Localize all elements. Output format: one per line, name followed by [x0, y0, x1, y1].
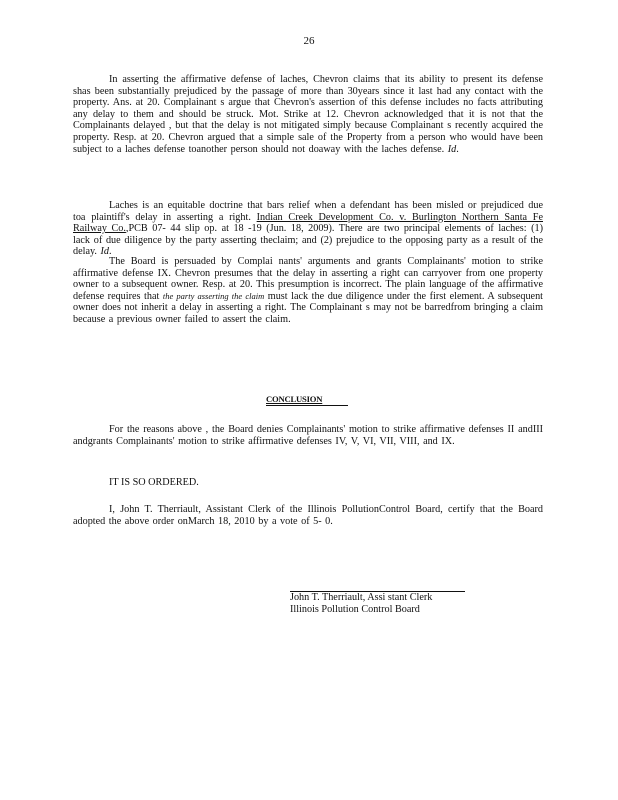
signature-organization: Illinois Pollution Control Board: [290, 604, 420, 615]
heading-underline: [266, 405, 348, 406]
paragraph-conclusion: For the reasons above , the Board denies Complainants' motion to strike affirmative defenses II andIII andgrants Complainants' motion to strike affirmative defenses IV, V, VI, VII, VIII, and IX.: [73, 424, 543, 447]
so-ordered-text: IT IS SO ORDERED.: [109, 477, 199, 488]
case-citation: Indian Creek Development Co. v. Burlington Northern Santa Fe Railway Co.: [73, 211, 543, 235]
paragraph-text: In asserting the affirmative defense of laches, Chevron claims that its ability to present its defense shas been substantially prejudiced by the passage of more than 30years since it last had any contact with the property. Ans. at 20. Complainant s argue that Chevron's assertion of this defense includes no facts attributing any delay to them and should be struck. Mot. Strike at 12. Chevron acknowledged that it is not that the Complainants delayed , but that the delay is not mitigated simply because Complainant s recently acquired the property. Resp. at 20. Chevron argued that a simple sale of the Property from a person who would have been subject to a laches defense toanother person should not doaway with the laches defense.: [73, 74, 543, 155]
italic-phrase: the party asserting the claim: [162, 290, 265, 301]
page-number: 26: [303, 35, 315, 47]
paragraph-board-persuaded: The Board is persuaded by Complai nants' arguments and grants Complainants' motion to strike affirmative defense IX. Chevron presumes that the delay in asserting a right can carryover from one property owner to a subsequent owner. Resp. at 20. This presumption is incorrect. The plain language of the affirmative defense requires that the party asserting the claim must lack the due diligence under the first element. A subsequent owner does not inherit a delay in asserting a right. The Complainant s may not be barredfrom bringing a claim because a previous owner failed to assert the claim.: [73, 256, 544, 325]
paragraph-laches-definition: Laches is an equitable doctrine that bars relief when a defendant has been misled or prejudiced due toa plaintiff's delay in asserting a right. Indian Creek Development Co. v. Burlington Northern Santa Fe Railway Co.,PCB 07- 44 slip op. at 18 -19 (Jun. 18, 2009). There are two principal elements of laches: (1) lack of due diligence by the party asserting theclaim; and (2) prejudice to the opposing party as a result of the delay. Id.: [73, 200, 544, 258]
citation-id: Id: [100, 246, 109, 258]
paragraph-certification: I, John T. Therriault, Assistant Clerk of the Illinois PollutionControl Board, certify that the Board adopted the above order onMarch 18, 2010 by a vote of 5- 0.: [73, 504, 543, 527]
paragraph-laches-claim: In asserting the affirmative defense of laches, Chevron claims that its ability to present its defense shas been substantially prejudiced by the passage of more than 30years since it last had any contact with the property. Ans. at 20. Complainant s argue that Chevron's assertion of this defense includes no facts attributing any delay to them and should be struck. Mot. Strike at 12. Chevron acknowledged that it is not that the Complainants delayed , but that the delay is not mitigated simply because Complainant s recently acquired the property. Resp. at 20. Chevron argued that a simple sale of the Property from a person who would have been subject to a laches defense toanother person should not doaway with the laches defense. Id.: [73, 74, 543, 155]
conclusion-heading: CONCLUSION: [266, 394, 323, 404]
signature-name: John T. Therriault, Assi stant Clerk: [290, 592, 433, 603]
citation-id: Id: [447, 143, 457, 155]
